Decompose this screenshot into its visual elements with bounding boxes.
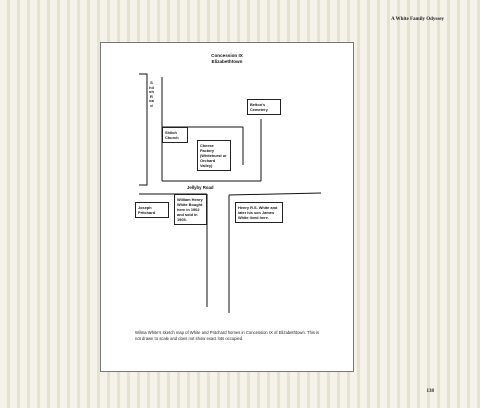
- shiloh-road-label: Shiloh Road: [149, 80, 154, 108]
- page-number: 138: [426, 389, 434, 394]
- map-title-line1: Concession IX: [211, 53, 243, 58]
- beltons-cemetery-box: Belton's Cemetery: [247, 99, 281, 115]
- map-title-line2: Elizabethtown: [211, 59, 243, 64]
- shiloh-church-box: Shiloh Church: [162, 127, 188, 143]
- map-title: [101, 53, 353, 65]
- william-henry-white-box: William Henry White Bought here in 1902 and sold in 1905.: [174, 194, 207, 225]
- jellyby-road-south-edge-east: [229, 193, 321, 195]
- document-page: [100, 42, 354, 372]
- jellyby-road-label: Jellyby Road: [187, 185, 214, 190]
- cheese-factory-box: Cheese Factory (Whitehurst or Orchard Valley): [197, 140, 231, 171]
- shiloh-road-bracket: [139, 74, 147, 185]
- map-caption: Wilma White's sketch map of White and Pritchard homes in Concession IX of Elizabethtown. This is not drawn to scale and does not show exact lots occupied.: [135, 330, 320, 341]
- running-header: A White Family Odyssey: [391, 17, 444, 22]
- joseph-pritchard-box: Joseph Pritchard: [135, 202, 169, 218]
- henry-rs-white-box: Henry R.S. White and later his son James White lived here.: [235, 202, 283, 223]
